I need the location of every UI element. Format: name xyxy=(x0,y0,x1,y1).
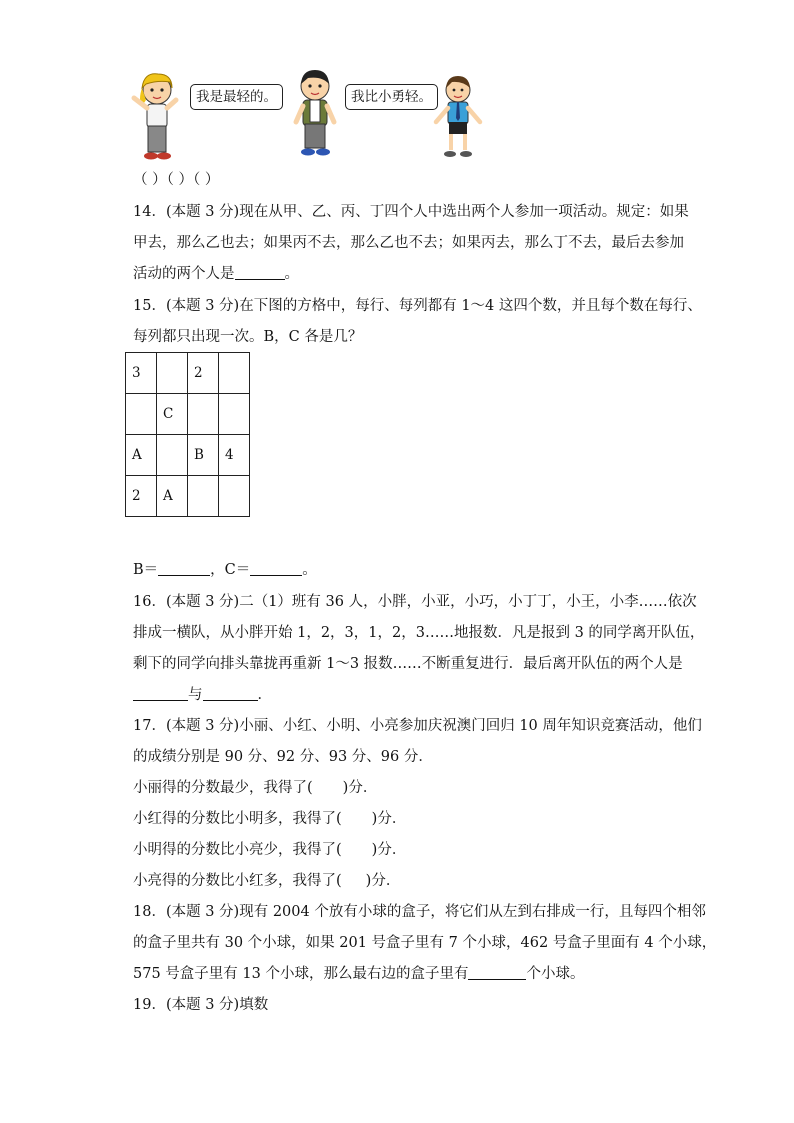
grid-cell: C xyxy=(157,394,188,435)
grid-row xyxy=(126,353,250,394)
q14-line3-post: 。 xyxy=(284,266,299,282)
q17-statement-4 xyxy=(133,871,400,891)
q14-line3 xyxy=(133,264,299,284)
q18-line3 xyxy=(133,964,584,984)
grid-cell xyxy=(188,476,219,517)
q15-line1: 15．(本题 3 分)在下图的方格中，每行、每列都有 1～4 这四个数，并且每个数在每行、 xyxy=(133,298,702,314)
q17-s4-text: 小亮得的分数比小红多，我得了( xyxy=(133,873,342,889)
q17-s3-unit: )分． xyxy=(371,842,407,858)
q16-answer-blank-1[interactable] xyxy=(133,685,188,701)
q15-line2: 每列都只出现一次。B，C 各是几？ xyxy=(133,329,363,345)
grid-cell xyxy=(126,394,157,435)
q15-answer-end: 。 xyxy=(302,562,317,578)
q17-s2-text: 小红得的分数比小明多，我得了( xyxy=(133,811,342,827)
q17-s4-unit: )分． xyxy=(365,873,401,889)
q16-line3: 剩下的同学向排头靠拢再重新 1～3 报数……不断重复进行．最后离开队伍的两个人是 xyxy=(133,656,683,672)
q17-statement-1 xyxy=(133,778,377,798)
number-grid xyxy=(125,352,250,517)
grid-cell xyxy=(188,394,219,435)
speech-bubble-left: 我是最轻的。 xyxy=(190,84,283,110)
speech-bubble-right: 我比小勇轻。 xyxy=(345,84,438,110)
grid-cell xyxy=(219,353,250,394)
grid-row xyxy=(126,435,250,476)
q16-line4-mid: 与 xyxy=(188,687,203,703)
q17-statement-2 xyxy=(133,809,406,829)
children-illustration xyxy=(130,62,490,162)
q18-answer-blank[interactable] xyxy=(468,964,526,980)
q17-line1: 17．(本题 3 分)小丽、小红、小明、小亮参加庆祝澳门回归 10 周年知识竞赛活动，他们 xyxy=(133,718,702,734)
q17-s2-unit: )分． xyxy=(371,811,407,827)
q15-answer-b-label: B＝ xyxy=(133,562,159,578)
q18-line1: 18．(本题 3 分)现有 2004 个放有小球的盒子，将它们从左到右排成一行，且每四个相邻 xyxy=(133,904,706,920)
grid-cell: A xyxy=(157,476,188,517)
q15-answer-b-blank[interactable] xyxy=(158,560,210,576)
grid-cell: 4 xyxy=(219,435,250,476)
q17-line2: 的成绩分别是 90 分、92 分、93 分、96 分． xyxy=(133,749,433,765)
q16-answer-blank-2[interactable] xyxy=(203,685,258,701)
girl-figure-icon xyxy=(130,70,180,162)
grid-cell: 3 xyxy=(126,353,157,394)
grid-cell xyxy=(219,394,250,435)
grid-cell: A xyxy=(126,435,157,476)
q16-line2: 排成一横队，从小胖开始 1，2，3，1，2，3……地报数．凡是报到 3 的同学离开队伍， xyxy=(133,625,705,641)
q18-line2: 的盒子里共有 30 个小球，如果 201 号盒子里有 7 个小球，462 号盒子里面有 4 个小球， xyxy=(133,935,717,951)
q19-line1: 19．(本题 3 分)填数 xyxy=(133,997,269,1013)
q16-line4-end: ． xyxy=(257,687,272,703)
q16-line4 xyxy=(133,685,272,705)
q17-statement-3 xyxy=(133,840,406,860)
q16-line1: 16．(本题 3 分)二（1）班有 36 人，小胖，小亚，小巧，小丁丁，小王，小李……依次 xyxy=(133,594,697,610)
boy-figure-icon xyxy=(290,66,340,158)
q14-line1: 14．(本题 3 分)现在从甲、乙、丙、丁四个人中选出两个人参加一项活动。规定：如果 xyxy=(133,204,689,220)
grid-cell xyxy=(157,353,188,394)
q15-answer-c-blank[interactable] xyxy=(250,560,302,576)
q15-answer-c-label: ，C＝ xyxy=(210,562,251,578)
grid-cell xyxy=(219,476,250,517)
q17-s1-text: 小丽得的分数最少，我得了( xyxy=(133,780,313,796)
q14-line3-pre: 活动的两个人是 xyxy=(133,266,235,282)
grid-cell: 2 xyxy=(126,476,157,517)
q15-answer-line xyxy=(133,560,317,580)
grid-cell: B xyxy=(188,435,219,476)
q17-s3-text: 小明得的分数比小亮少，我得了( xyxy=(133,842,342,858)
q17-s1-unit: )分． xyxy=(342,780,378,796)
q14-answer-blank[interactable] xyxy=(235,264,285,280)
answer-slots: （ ）（ ）（ ） xyxy=(133,172,220,188)
grid-row xyxy=(126,394,250,435)
q14-line2: 甲去，那么乙也去；如果丙不去，那么乙也不去；如果丙去，那么丁不去，最后去参加 xyxy=(133,235,684,251)
q18-line3-post: 个小球。 xyxy=(526,966,585,982)
grid-cell xyxy=(157,435,188,476)
grid-cell: 2 xyxy=(188,353,219,394)
schoolboy-figure-icon xyxy=(432,72,484,162)
grid-row xyxy=(126,476,250,517)
q18-line3-pre: 575 号盒子里有 13 个小球，那么最右边的盒子里有 xyxy=(133,966,469,982)
